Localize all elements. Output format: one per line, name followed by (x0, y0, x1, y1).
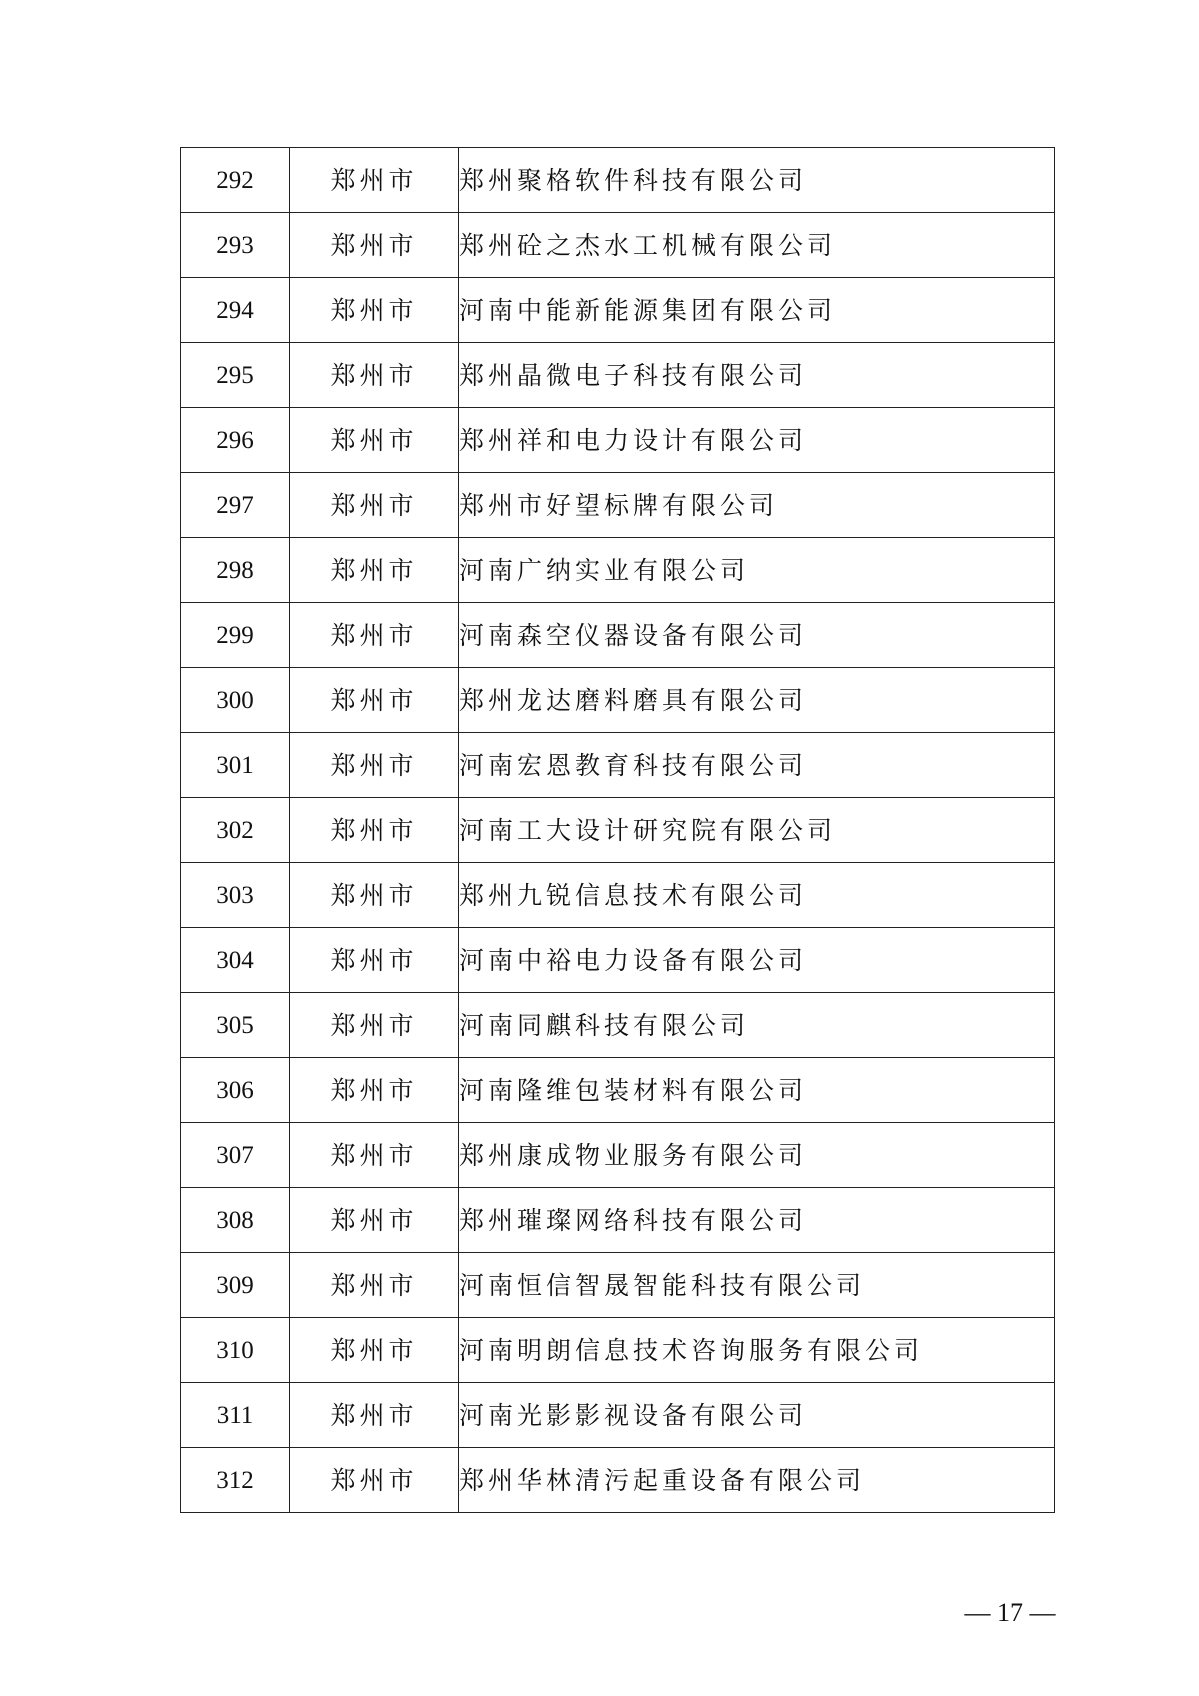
table-row (181, 863, 1055, 928)
company-name-cell: 河南明朗信息技术咨询服务有限公司 (459, 1318, 1055, 1383)
city-cell: 郑州市 (290, 1058, 459, 1123)
table-row (181, 1123, 1055, 1188)
table-row (181, 473, 1055, 538)
city-cell: 郑州市 (290, 863, 459, 928)
row-number-cell: 311 (181, 1383, 290, 1448)
company-name-cell: 郑州砼之杰水工机械有限公司 (459, 213, 1055, 278)
table-row (181, 993, 1055, 1058)
company-name-cell: 河南恒信智晟智能科技有限公司 (459, 1253, 1055, 1318)
city-cell: 郑州市 (290, 1318, 459, 1383)
company-name-cell: 河南光影影视设备有限公司 (459, 1383, 1055, 1448)
row-number-cell: 310 (181, 1318, 290, 1383)
city-cell: 郑州市 (290, 343, 459, 408)
city-cell: 郑州市 (290, 1448, 459, 1513)
row-number-cell: 309 (181, 1253, 290, 1318)
company-name-cell: 郑州晶微电子科技有限公司 (459, 343, 1055, 408)
table-row (181, 278, 1055, 343)
table-row (181, 538, 1055, 603)
company-name-cell: 郑州祥和电力设计有限公司 (459, 408, 1055, 473)
row-number-cell: 312 (181, 1448, 290, 1513)
row-number-cell: 295 (181, 343, 290, 408)
city-cell: 郑州市 (290, 473, 459, 538)
city-cell: 郑州市 (290, 993, 459, 1058)
row-number-cell: 293 (181, 213, 290, 278)
row-number-cell: 292 (181, 148, 290, 213)
table-row (181, 1253, 1055, 1318)
row-number-cell: 308 (181, 1188, 290, 1253)
row-number-cell: 299 (181, 603, 290, 668)
company-name-cell: 河南工大设计研究院有限公司 (459, 798, 1055, 863)
table-row (181, 148, 1055, 213)
city-cell: 郑州市 (290, 668, 459, 733)
row-number-cell: 303 (181, 863, 290, 928)
company-name-cell: 郑州璀璨网络科技有限公司 (459, 1188, 1055, 1253)
company-name-cell: 河南中能新能源集团有限公司 (459, 278, 1055, 343)
row-number-cell: 294 (181, 278, 290, 343)
city-cell: 郑州市 (290, 603, 459, 668)
row-number-cell: 301 (181, 733, 290, 798)
row-number-cell: 304 (181, 928, 290, 993)
row-number-cell: 300 (181, 668, 290, 733)
city-cell: 郑州市 (290, 1253, 459, 1318)
table-row (181, 733, 1055, 798)
company-name-cell: 河南中裕电力设备有限公司 (459, 928, 1055, 993)
company-name-cell: 河南广纳实业有限公司 (459, 538, 1055, 603)
company-list-body (181, 148, 1055, 1513)
company-name-cell: 郑州华林清污起重设备有限公司 (459, 1448, 1055, 1513)
table-row (181, 213, 1055, 278)
row-number-cell: 302 (181, 798, 290, 863)
table-row (181, 1058, 1055, 1123)
city-cell: 郑州市 (290, 733, 459, 798)
company-name-cell: 郑州聚格软件科技有限公司 (459, 148, 1055, 213)
table-row (181, 798, 1055, 863)
company-name-cell: 郑州九锐信息技术有限公司 (459, 863, 1055, 928)
city-cell: 郑州市 (290, 408, 459, 473)
city-cell: 郑州市 (290, 1188, 459, 1253)
row-number-cell: 305 (181, 993, 290, 1058)
table-row (181, 1383, 1055, 1448)
company-name-cell: 郑州龙达磨料磨具有限公司 (459, 668, 1055, 733)
city-cell: 郑州市 (290, 1123, 459, 1188)
company-list-table (180, 147, 1055, 1513)
company-name-cell: 郑州康成物业服务有限公司 (459, 1123, 1055, 1188)
company-name-cell: 河南森空仪器设备有限公司 (459, 603, 1055, 668)
city-cell: 郑州市 (290, 148, 459, 213)
table-row (181, 1318, 1055, 1383)
table-row (181, 1448, 1055, 1513)
city-cell: 郑州市 (290, 278, 459, 343)
row-number-cell: 298 (181, 538, 290, 603)
city-cell: 郑州市 (290, 538, 459, 603)
table-row (181, 603, 1055, 668)
company-name-cell: 郑州市好望标牌有限公司 (459, 473, 1055, 538)
company-name-cell: 河南宏恩教育科技有限公司 (459, 733, 1055, 798)
city-cell: 郑州市 (290, 213, 459, 278)
table-row (181, 928, 1055, 993)
company-name-cell: 河南隆维包装材料有限公司 (459, 1058, 1055, 1123)
row-number-cell: 296 (181, 408, 290, 473)
table-row (181, 1188, 1055, 1253)
city-cell: 郑州市 (290, 1383, 459, 1448)
row-number-cell: 297 (181, 473, 290, 538)
row-number-cell: 307 (181, 1123, 290, 1188)
page-number: — 17 — (964, 1598, 1056, 1627)
table-row (181, 343, 1055, 408)
table-row (181, 668, 1055, 733)
table-row (181, 408, 1055, 473)
city-cell: 郑州市 (290, 928, 459, 993)
company-name-cell: 河南同麒科技有限公司 (459, 993, 1055, 1058)
city-cell: 郑州市 (290, 798, 459, 863)
row-number-cell: 306 (181, 1058, 290, 1123)
